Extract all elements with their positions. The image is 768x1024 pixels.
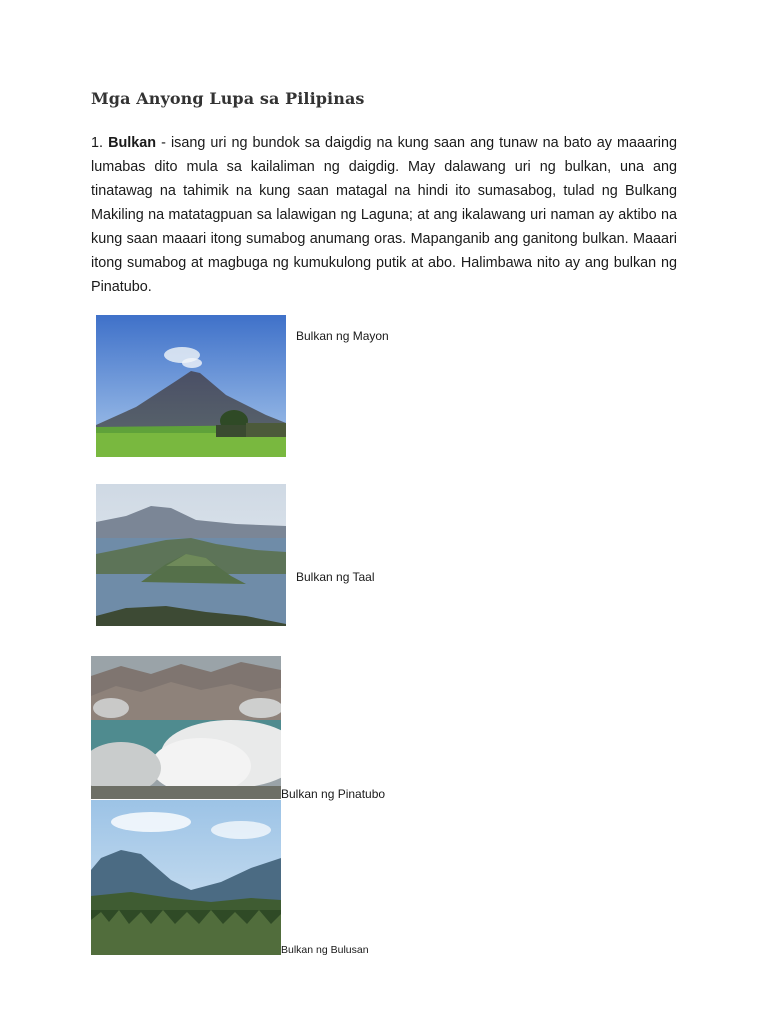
- caption-mayon: Bulkan ng Mayon: [296, 329, 389, 343]
- caption-bulusan: Bulkan ng Bulusan: [281, 944, 369, 956]
- bulusan-volcano-photo: [91, 800, 281, 955]
- caption-pinatubo: Bulkan ng Pinatubo: [281, 787, 386, 801]
- pinatubo-crater-lake-photo: [91, 656, 281, 799]
- taal-volcano-photo: [96, 484, 286, 626]
- mayon-volcano-photo: [96, 315, 286, 457]
- caption-taal: Bulkan ng Taal: [296, 570, 375, 584]
- definition-text: - isang uri ng bundok sa daigdig na kung saan ang tunaw na bato ay maaaring lumabas dito mula sa kailaliman ng daigdig. May dalawang uri ng bulkan, una ang tinatawag na tahimik na kung saan matagal na hindi ito sumasabog, tulad ng Bulkang Makiling na matatagpuan sa lalawigan ng Laguna; at ang ikalawang uri naman ay aktibo na kung saan maaari itong sumabog anumang oras. Mapanganib ang ganitong bulkan. Maaari itong sumabog at magbuga ng kumukulong putik at abo. Halimbawa nito ay ang bulkan ng Pinatubo.: [91, 135, 678, 295]
- page-title: Mga Anyong Lupa sa Pilipinas: [91, 89, 365, 108]
- section-number: 1.: [91, 135, 104, 151]
- volcano-paragraph: [91, 131, 677, 299]
- term-bulkan: Bulkan: [108, 135, 157, 151]
